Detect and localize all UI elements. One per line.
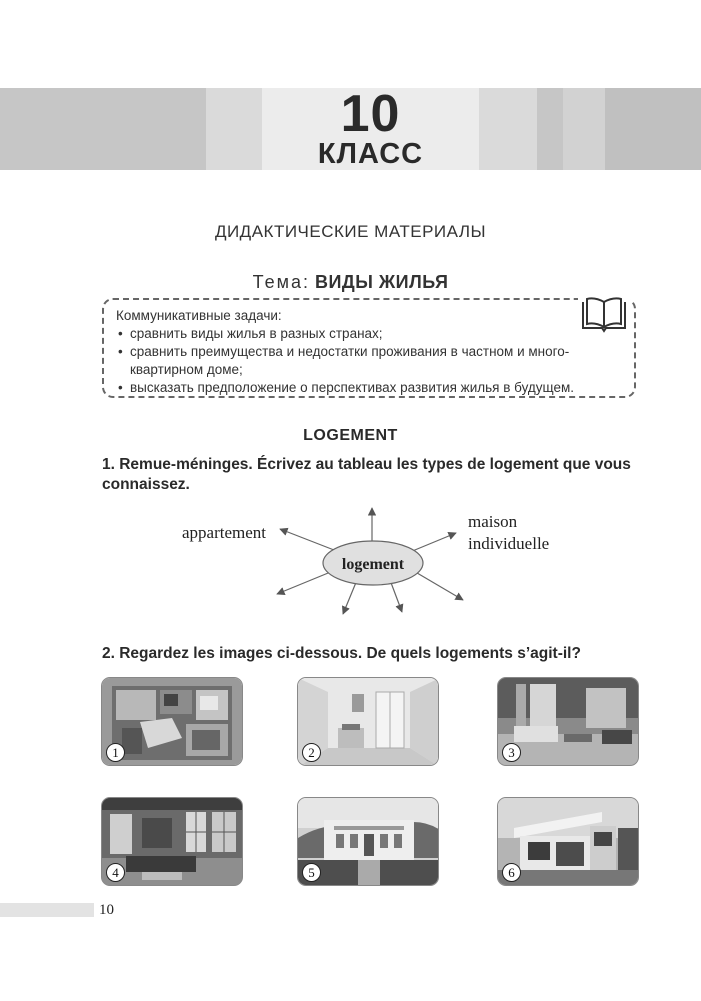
topic-heading [0,272,701,293]
footer-bar [0,903,94,917]
grade-title-box [262,85,479,170]
photo-number-badge: 2 [302,743,321,762]
mindmap-label-right-2: individuelle [468,534,550,553]
photo-4-loft [101,797,243,886]
mindmap-label-left: appartement [182,523,267,542]
mindmap-label-right-1: maison [468,512,518,531]
task-item: • сравнить виды жилья в разных странах; [116,325,624,343]
exercise-2-instruction: 2. Regardez les images ci-dessous. De quels logements s’agit-il? [102,645,581,662]
logement-heading: LOGEMENT [303,427,398,444]
tasks-list [116,325,624,397]
photo-number-badge: 5 [302,863,321,882]
mindmap-center-label: logement [341,556,405,573]
task-item-continuation: квартирном доме; [130,362,243,377]
task-item: • сравнить преимущества и недостатки проживания в частном и много- квартирном доме; [116,343,624,379]
photo-number-badge: 1 [106,743,125,762]
photo-number-badge: 4 [106,863,125,882]
section-title: ДИДАКТИЧЕСКИЕ МАТЕРИАЛЫ [214,222,487,241]
photo-2-room [297,677,439,766]
photo-6-villa [497,797,639,886]
tasks-title: Коммуникативные задачи: [116,308,282,323]
mindmap-diagram [170,500,570,625]
grade-number: 10 [340,85,401,143]
grade-word: КЛАСС [317,138,424,170]
photo-number-badge: 6 [502,863,521,882]
photo-3-living-room [497,677,639,766]
exercise-1-instruction: 1. Remue-méninges. Écrivez au tableau les types de logement que vous connaissez. [102,456,631,493]
photo-1-floor-plan [101,677,243,766]
topic-value: ВИДЫ ЖИЛЬЯ [314,272,449,292]
photo-5-mansion [297,797,439,886]
communicative-tasks-box [102,298,636,398]
task-item: • высказать предположение о перспективах развития жилья в будущем. [116,379,624,397]
topic-label: Тема: [252,272,310,292]
photo-number-badge: 3 [502,743,521,762]
page-number: 10 [99,902,114,918]
book-icon [577,294,631,336]
